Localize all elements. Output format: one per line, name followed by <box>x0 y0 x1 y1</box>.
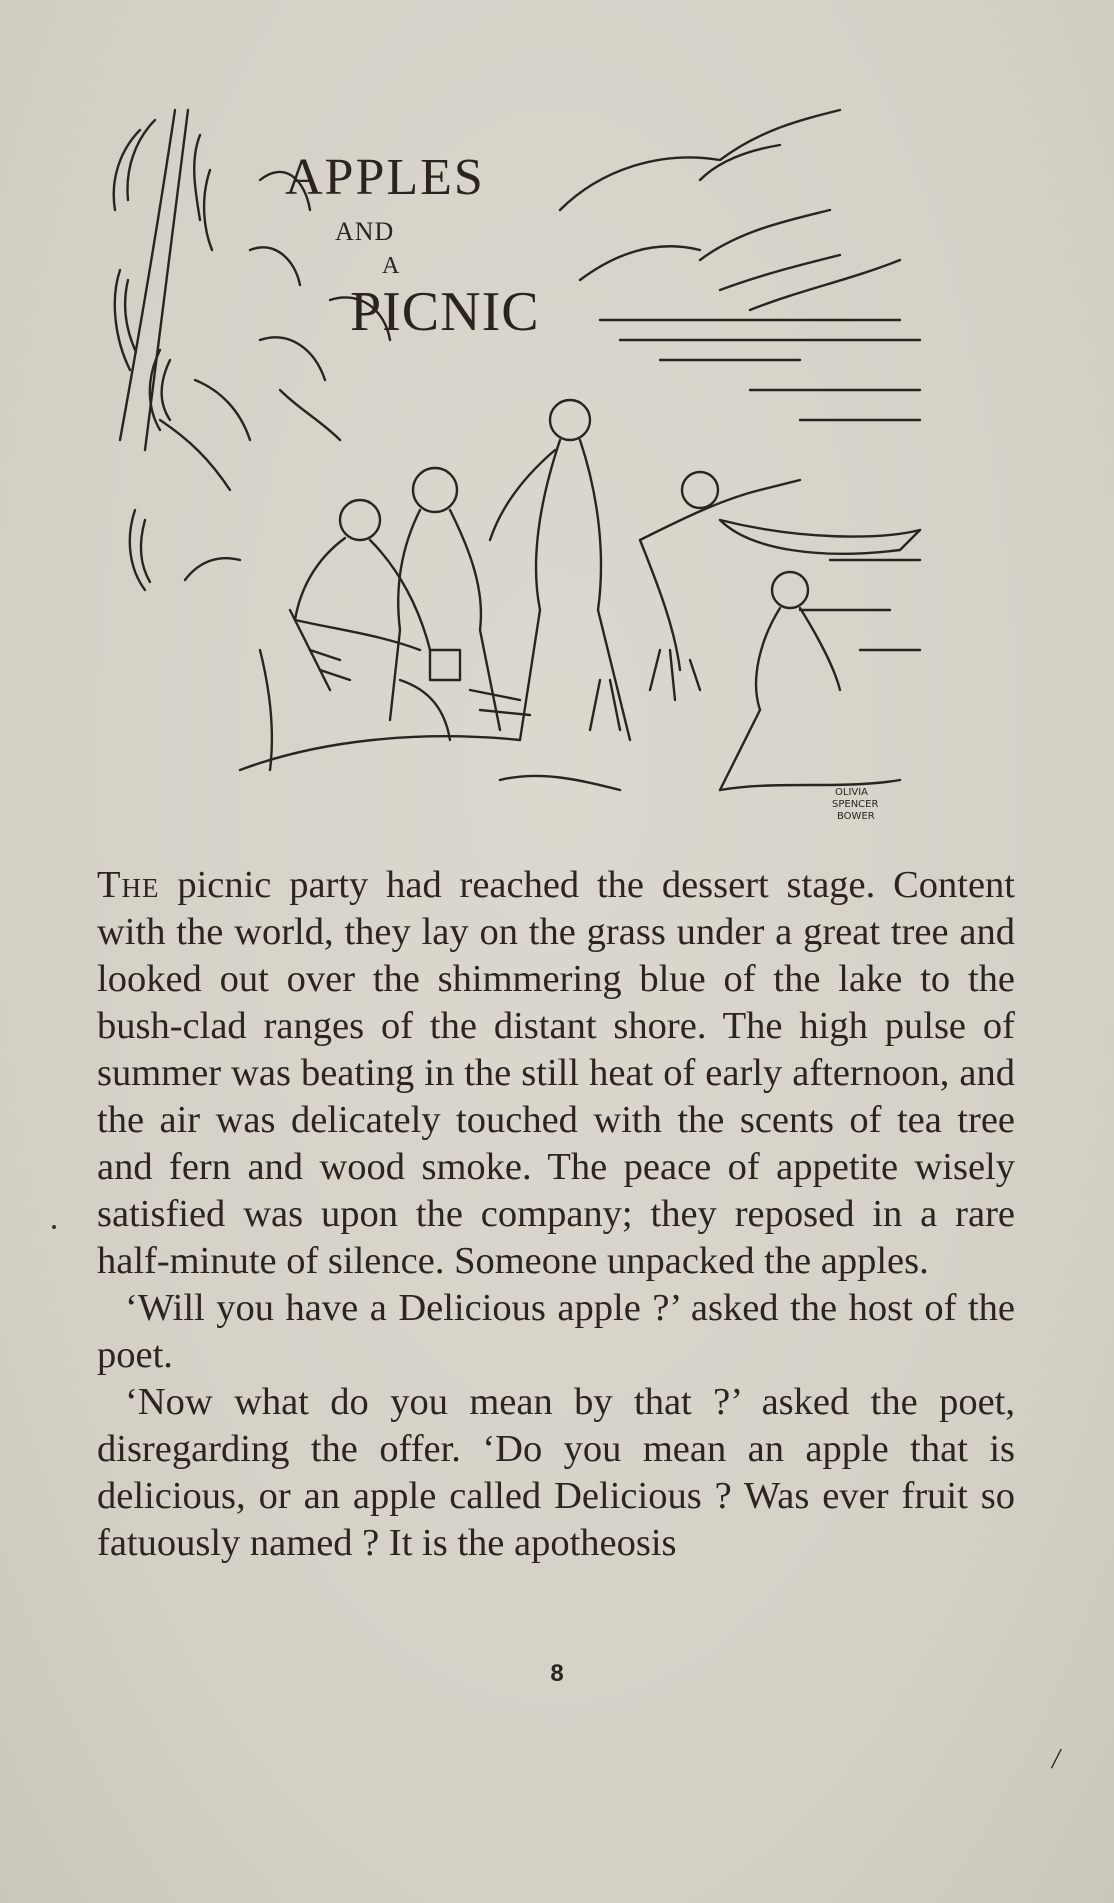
signature-line-2: SPENCER <box>832 799 879 810</box>
corner-pencil-mark: / <box>1052 1744 1060 1775</box>
picnic-illustration <box>100 90 1020 830</box>
signature-line-1: OLIVIA <box>835 787 869 798</box>
illustration-title-apples: APPLES <box>285 149 485 206</box>
paragraph-2: ‘Will you have a Delicious apple ?’ asked the host of the poet. <box>97 1287 1015 1376</box>
stray-ink-dot <box>52 1225 56 1229</box>
illustration-title-a: A <box>382 253 400 279</box>
signature-line-3: BOWER <box>837 811 875 822</box>
paragraph-1-text: picnic party had reached the dessert stage. Content with the world, they lay on the grass under a great tree and looked out over the shimmering blue of the lake to the bush-clad ranges of the distant shore. The high pulse of summer was beating in the still heat of early afternoon, and the air was delicately touched with the scents of tea tree and fern and wood smoke. The peace of appetite wisely satisfied was upon the company; they reposed in a rare half-minute of silence. Someone unpacked the apples. <box>97 864 1015 1282</box>
illustration-title-and: AND <box>335 217 395 246</box>
paragraph-1 <box>97 862 1015 1285</box>
paragraph-lead-word: The <box>97 864 160 906</box>
page-number: 8 <box>550 1660 564 1687</box>
body-text <box>97 862 1015 1567</box>
paragraph-3: ‘Now what do you mean by that ?’ asked the poet, disregarding the offer. ‘Do you mean an apple that is delicious, or an apple called Delicious ? Was ever fruit so fatuously named ? It is the apotheosis <box>97 1381 1015 1564</box>
illustration-title-picnic: PICNIC <box>350 281 540 343</box>
